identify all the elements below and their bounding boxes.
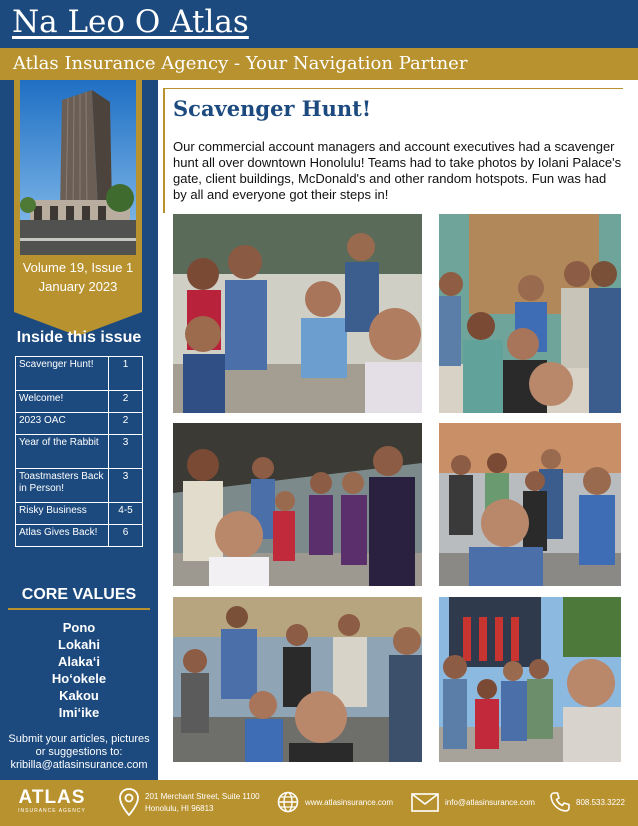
sidebar [0, 80, 158, 780]
toc-page: 4-5 [109, 503, 143, 525]
toc-title: Atlas Gives Back! [16, 525, 109, 547]
toc-title: Risky Business [16, 503, 109, 525]
core-value: Pono [62, 620, 96, 635]
toc-title: Year of the Rabbit [16, 435, 109, 469]
article-accent-rule [163, 88, 165, 213]
building-photo [20, 80, 136, 255]
address-line: 201 Merchant Street, Suite 1100 [145, 792, 260, 801]
toc-row[interactable] [16, 469, 143, 503]
envelope-icon [411, 793, 439, 817]
toc-row[interactable] [16, 525, 143, 547]
toc-page: 1 [109, 357, 143, 391]
group-photo-plaza [439, 423, 621, 586]
atlas-logo[interactable] [13, 788, 91, 816]
address-line: Honolulu, HI 96813 [145, 804, 214, 813]
tagline: Atlas Insurance Agency - Your Navigation Partner [13, 53, 468, 74]
globe-icon [277, 791, 299, 818]
newsletter-title: Na Leo O Atlas [12, 4, 249, 40]
core-value: Imi‘ike [58, 705, 100, 720]
core-values-heading: CORE VALUES [21, 586, 137, 603]
toc-page: 2 [109, 413, 143, 435]
core-values-divider [8, 608, 150, 610]
masthead [0, 0, 638, 48]
toc-row[interactable] [16, 413, 143, 435]
toc-title: Scavenger Hunt! [16, 357, 109, 391]
toc-row[interactable] [16, 391, 143, 413]
issue-volume: Volume 19, Issue 1 [22, 260, 134, 275]
phone-number[interactable]: 808.533.3222 [576, 798, 625, 807]
toc-row[interactable] [16, 435, 143, 469]
logo-subtitle: INSURANCE AGENCY [18, 808, 86, 814]
core-value: Ho‘okele [51, 671, 107, 686]
group-photo-street [173, 597, 422, 762]
website-link[interactable]: www.atlasinsurance.com [305, 798, 394, 807]
article-title: Scavenger Hunt! [173, 96, 372, 121]
issue-date: January 2023 [38, 279, 118, 294]
article-body: Our commercial account managers and account executives had a scavenger hunt all over downtown Honolulu! Teams had to take photos by Iolani Palace's gate, client buildings, McDonald's and other random hotspots. Fun was had by all and everyone got their steps in! [173, 139, 622, 202]
submission-email-link[interactable]: kribilla@atlasinsurance.com [10, 759, 148, 771]
core-value: Lokahi [58, 637, 100, 652]
email-link[interactable]: info@atlasinsurance.com [445, 798, 535, 807]
core-value: Alaka‘i [58, 654, 100, 669]
phone-icon [549, 791, 571, 818]
tagline-bar [0, 48, 638, 80]
toc-page: 2 [109, 391, 143, 413]
toc-title: 2023 OAC [16, 413, 109, 435]
submission-note [2, 733, 156, 772]
logo-wordmark: ATLAS [18, 787, 86, 808]
issue-banner [14, 80, 142, 312]
footer [0, 780, 638, 826]
group-photo-mcdonalds [439, 597, 621, 762]
group-photo-mural [439, 214, 621, 413]
group-photo-walkway [173, 423, 422, 586]
group-photo-palace-steps [173, 214, 422, 413]
toc-page: 3 [109, 435, 143, 469]
toc-page: 3 [109, 469, 143, 503]
table-of-contents [15, 356, 143, 547]
inside-this-issue-heading: Inside this issue [16, 329, 142, 346]
toc-row[interactable] [16, 503, 143, 525]
submission-text: or suggestions to: [35, 746, 123, 758]
article-top-rule [163, 88, 623, 89]
toc-row[interactable] [16, 357, 143, 391]
toc-page: 6 [109, 525, 143, 547]
location-pin-icon [119, 788, 139, 821]
toc-title: Welcome! [16, 391, 109, 413]
core-value: Kakou [59, 688, 99, 703]
core-values-list [0, 619, 158, 721]
submission-text: Submit your articles, pictures [8, 733, 150, 745]
toc-title: Toastmasters Back in Person! [16, 469, 109, 503]
